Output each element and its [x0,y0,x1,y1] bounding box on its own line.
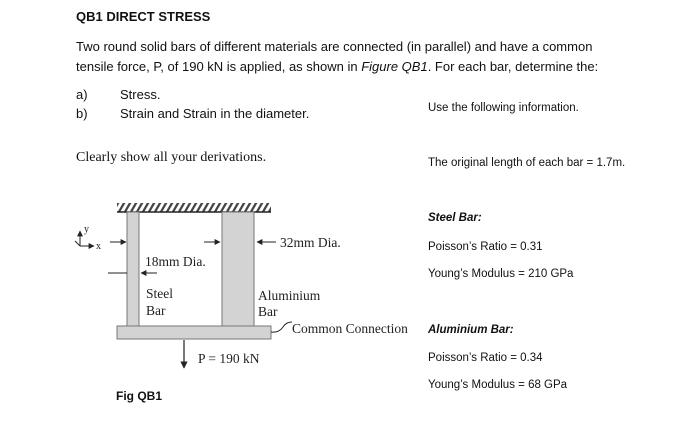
intro-line-2-end: . For each bar, determine the: [427,59,599,74]
steel-bar [127,212,139,326]
intro-line-2-start: tensile force, P, of 190 kN is applied, as shown in [76,59,362,74]
common-connection-plate [117,326,271,339]
intro-line-1: Two round solid bars of different materials are connected (in parallel) and have a common [76,39,593,54]
figure-caption: Fig QB1 [116,389,163,403]
task-a-text: Stress. [120,87,161,102]
axis-x-label: x [96,241,101,252]
steel-label-line-2: Bar [146,303,166,318]
fixed-support-hatch [117,203,271,212]
steel-modulus: Young’s Modulus = 210 GPa [428,268,574,280]
steel-poisson: Poisson’s Ratio = 0.31 [428,241,543,253]
info-intro: Use the following information. [428,102,579,114]
steel-label-line-1: Steel [146,286,173,301]
info-length: The original length of each bar = 1.7m. [428,157,626,169]
steel-heading: Steel Bar: [428,212,482,224]
axis-y-label: y [84,224,89,235]
aluminium-poisson: Poisson’s Ratio = 0.34 [428,352,543,364]
aluminium-modulus: Young’s Modulus = 68 GPa [428,379,568,391]
task-a-letter: a) [76,87,88,102]
aluminium-label-line-2: Bar [258,304,278,319]
aluminium-heading: Aluminium Bar: [428,324,514,336]
aluminium-diameter-label: 32mm Dia. [280,235,341,250]
question-title: QB1 DIRECT STRESS [76,9,211,24]
connection-leader-line [271,322,292,332]
steel-diameter-label: 18mm Dia. [145,254,206,269]
aluminium-label-line-1: Aluminium [258,288,321,303]
aluminium-bar [222,212,254,326]
common-connection-label: Common Connection [292,321,408,336]
task-b-text: Strain and Strain in the diameter. [120,106,310,121]
task-b-letter: b) [76,106,88,121]
load-label: P = 190 kN [198,351,260,366]
figure-reference: Figure QB1 [361,59,428,74]
derivation-instruction: Clearly show all your derivations. [76,150,267,165]
